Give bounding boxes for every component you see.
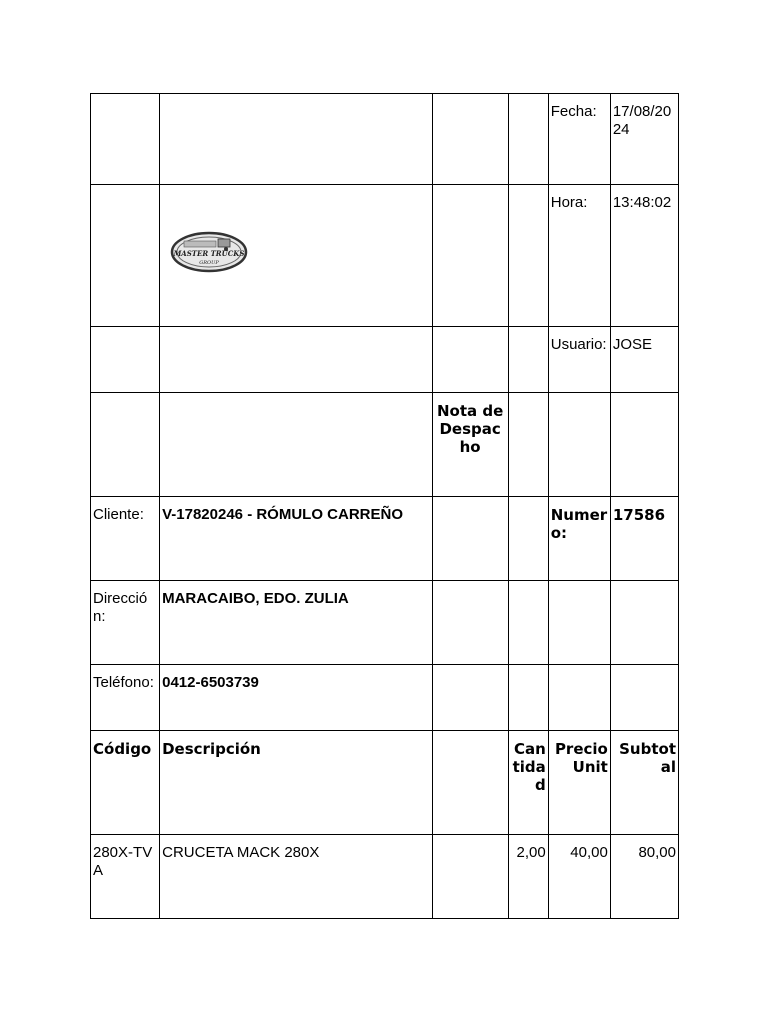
direccion-value: MARACAIBO, EDO. ZULIA — [160, 581, 432, 665]
logo-line1: MASTER TRUCKS — [173, 248, 245, 258]
row-direccion — [91, 581, 679, 665]
row-fecha — [91, 94, 679, 185]
item-codigo: 280X-TVA — [91, 835, 160, 919]
logo-line2: GROUP — [199, 259, 219, 266]
item-subtotal: 80,00 — [610, 835, 678, 919]
numero-label: Numero: — [548, 497, 610, 581]
item-cantidad: 2,00 — [508, 835, 548, 919]
item-descripcion: CRUCETA MACK 280X — [160, 835, 432, 919]
company-logo — [170, 230, 248, 274]
table-row — [91, 835, 679, 919]
col-subtotal: Subtotal — [610, 731, 678, 835]
row-telefono — [91, 665, 679, 731]
logo-cell — [160, 185, 432, 327]
telefono-value: 0412-6503739 — [160, 665, 432, 731]
col-descripcion: Descripción — [160, 731, 432, 835]
row-cliente — [91, 497, 679, 581]
fecha-value: 17/08/2024 — [610, 94, 678, 185]
row-usuario — [91, 327, 679, 393]
telefono-label: Teléfono: — [91, 665, 160, 731]
fecha-label: Fecha: — [548, 94, 610, 185]
dispatch-note-table — [90, 93, 679, 919]
cliente-value: V-17820246 - RÓMULO CARREÑO — [160, 497, 432, 581]
usuario-value: JOSE — [610, 327, 678, 393]
cliente-label: Cliente: — [91, 497, 160, 581]
col-precio: Precio Unit — [548, 731, 610, 835]
document-title: Nota de Despacho — [432, 393, 508, 497]
row-hora — [91, 185, 679, 327]
numero-value: 17586 — [610, 497, 678, 581]
col-codigo: Código — [91, 731, 160, 835]
direccion-label: Dirección: — [91, 581, 160, 665]
hora-value: 13:48:02 — [610, 185, 678, 327]
row-title — [91, 393, 679, 497]
hora-label: Hora: — [548, 185, 610, 327]
col-cantidad: Cantidad — [508, 731, 548, 835]
usuario-label: Usuario: — [548, 327, 610, 393]
item-precio: 40,00 — [548, 835, 610, 919]
items-header-row — [91, 731, 679, 835]
